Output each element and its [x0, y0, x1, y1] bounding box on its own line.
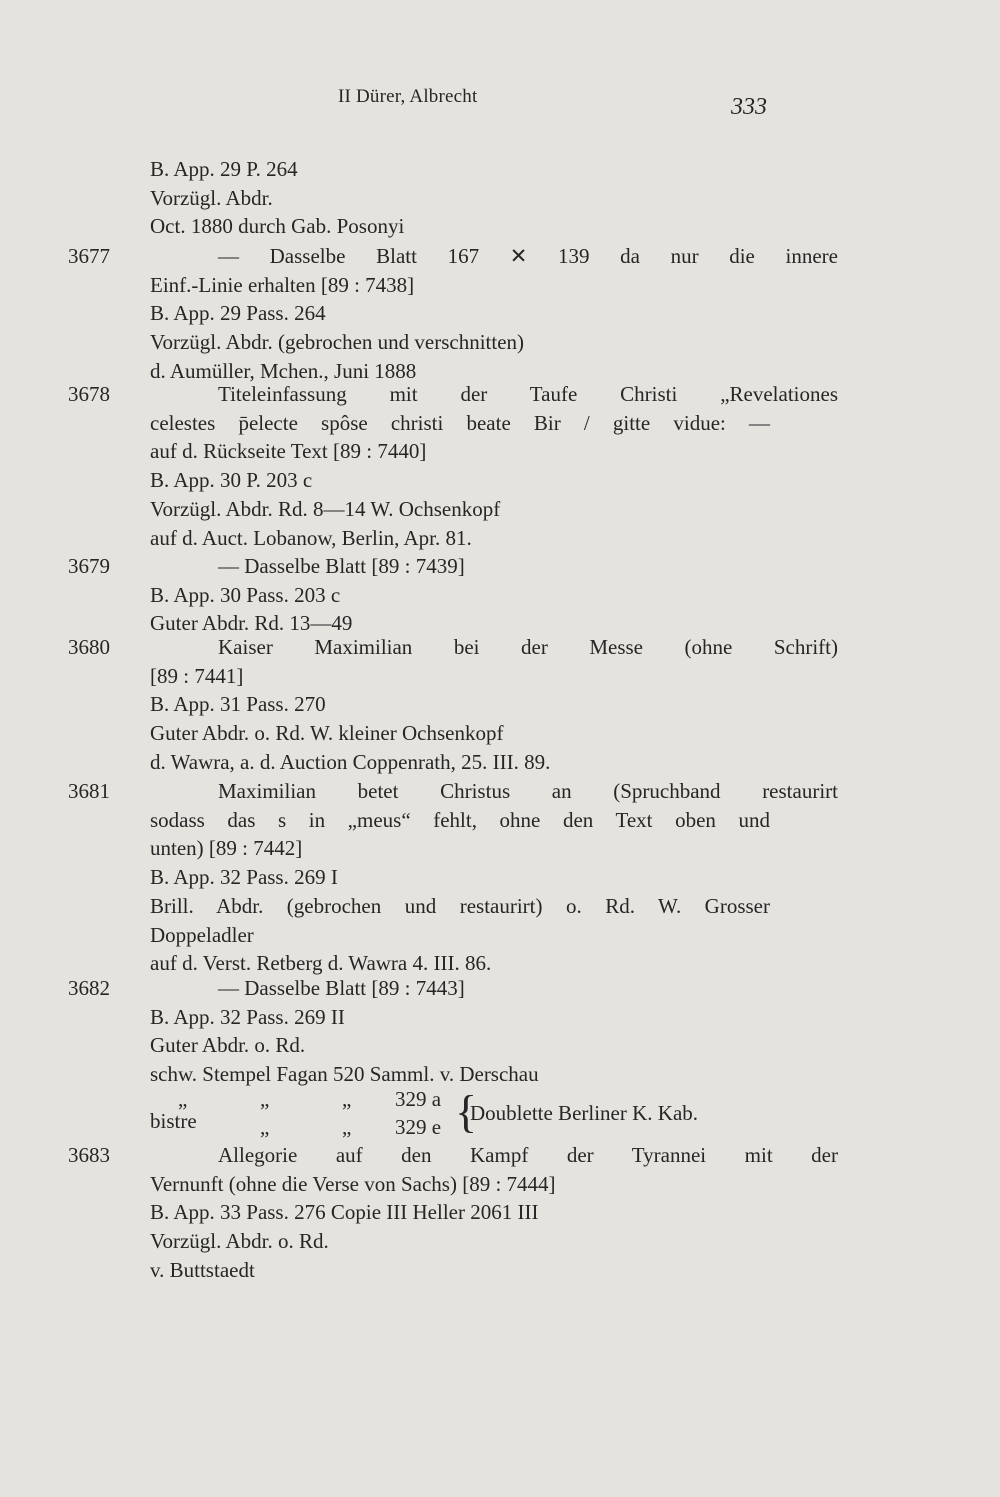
entry-line: Vernunft (ohne die Verse von Sachs) [89 : 7444]	[150, 1171, 556, 1196]
doublette-block	[150, 1087, 790, 1143]
entry-line: auf d. Rückseite Text [89 : 7440]	[150, 439, 427, 464]
entry-line: sodass das s in „meus“ fehlt, ohne den Text oben und	[150, 807, 770, 832]
entry-line: Vorzügl. Abdr. o. Rd.	[150, 1229, 329, 1254]
entry-line: Vorzügl. Abdr. Rd. 8—14 W. Ochsenkopf	[150, 496, 501, 521]
entry-line: v. Buttstaedt	[150, 1257, 255, 1282]
entry-number: 3678	[68, 382, 110, 406]
entry-line: d. Aumüller, Mchen., Juni 1888	[150, 358, 417, 383]
ditto-mark: „	[342, 1115, 352, 1139]
entry-line: B. App. 30 Pass. 203 c	[150, 582, 341, 607]
entry-line: auf d. Auct. Lobanow, Berlin, Apr. 81.	[150, 525, 472, 550]
ditto-mark: „	[260, 1087, 270, 1111]
entry-line: Guter Abdr. Rd. 13—49	[150, 611, 353, 636]
ditto-mark: „	[342, 1087, 352, 1111]
curly-brace: {	[455, 1086, 478, 1137]
entry-number: 3680	[68, 635, 110, 659]
entry-line: Guter Abdr. o. Rd.	[150, 1033, 306, 1058]
doublette-note: Doublette Berliner K. Kab.	[470, 1101, 699, 1125]
entry-line: Oct. 1880 durch Gab. Posonyi	[150, 214, 405, 239]
ditto-mark: „	[178, 1087, 188, 1111]
entry-line: B. App. 32 Pass. 269 I	[150, 865, 338, 890]
bistre-label: bistre	[150, 1109, 197, 1133]
entry-line: d. Wawra, a. d. Auction Coppenrath, 25. III. 89.	[150, 749, 551, 774]
reference-329a: 329 a	[395, 1087, 442, 1111]
entry-line: B. App. 30 P. 203 c	[150, 468, 313, 493]
entry-line: auf d. Verst. Retberg d. Wawra 4. III. 86.	[150, 951, 492, 976]
entry-line: Vorzügl. Abdr. (gebrochen und verschnitten)	[150, 330, 525, 355]
entry-line: Kaiser Maximilian bei der Messe (ohne Schrift)	[218, 635, 838, 659]
entry-line: Maximilian betet Christus an (Spruchband restaurirt	[218, 779, 838, 803]
page-number: 333	[731, 94, 767, 120]
entry-line: — Dasselbe Blatt [89 : 7443]	[218, 976, 465, 1000]
entry-number: 3677	[68, 244, 110, 268]
entry-line: Allegorie auf den Kampf der Tyrannei mit der	[218, 1143, 838, 1167]
reference-329e: 329 e	[395, 1115, 442, 1139]
entry-line: B. App. 31 Pass. 270	[150, 692, 326, 717]
entry-line: Titeleinfassung mit der Taufe Christi „Revelationes	[218, 382, 838, 406]
entry-line: unten) [89 : 7442]	[150, 836, 303, 861]
entry-number: 3679	[68, 554, 110, 578]
ditto-mark: „	[260, 1115, 270, 1139]
entry-line: schw. Stempel Fagan 520 Samml. v. Derschau	[150, 1062, 539, 1087]
entry-number: 3683	[68, 1143, 110, 1167]
entry-line: Doppeladler	[150, 922, 254, 947]
entry-line: Einf.-Linie erhalten [89 : 7438]	[150, 272, 415, 297]
entry-line: Brill. Abdr. (gebrochen und restaurirt) o. Rd. W. Grosser	[150, 893, 770, 918]
entry-line: B. App. 32 Pass. 269 II	[150, 1004, 345, 1029]
entry-line: B. App. 29 Pass. 264	[150, 301, 326, 326]
entry-line: celestes p̄electe spôse christi beate Bir / gitte vidue: —	[150, 410, 770, 435]
entry-line: B. App. 29 P. 264	[150, 157, 298, 181]
entry-line: — Dasselbe Blatt [89 : 7439]	[218, 554, 465, 578]
entry-line: Guter Abdr. o. Rd. W. kleiner Ochsenkopf	[150, 721, 504, 746]
entry-number: 3681	[68, 779, 110, 803]
entry-line: Vorzügl. Abdr.	[150, 185, 273, 210]
entry-number: 3682	[68, 976, 110, 1000]
entry-line: — Dasselbe Blatt 167 ✕ 139 da nur die innere	[218, 244, 838, 268]
entry-line: [89 : 7441]	[150, 663, 244, 688]
running-title: II Dürer, Albrecht	[338, 86, 478, 107]
entry-line: B. App. 33 Pass. 276 Copie III Heller 2061 III	[150, 1200, 539, 1225]
